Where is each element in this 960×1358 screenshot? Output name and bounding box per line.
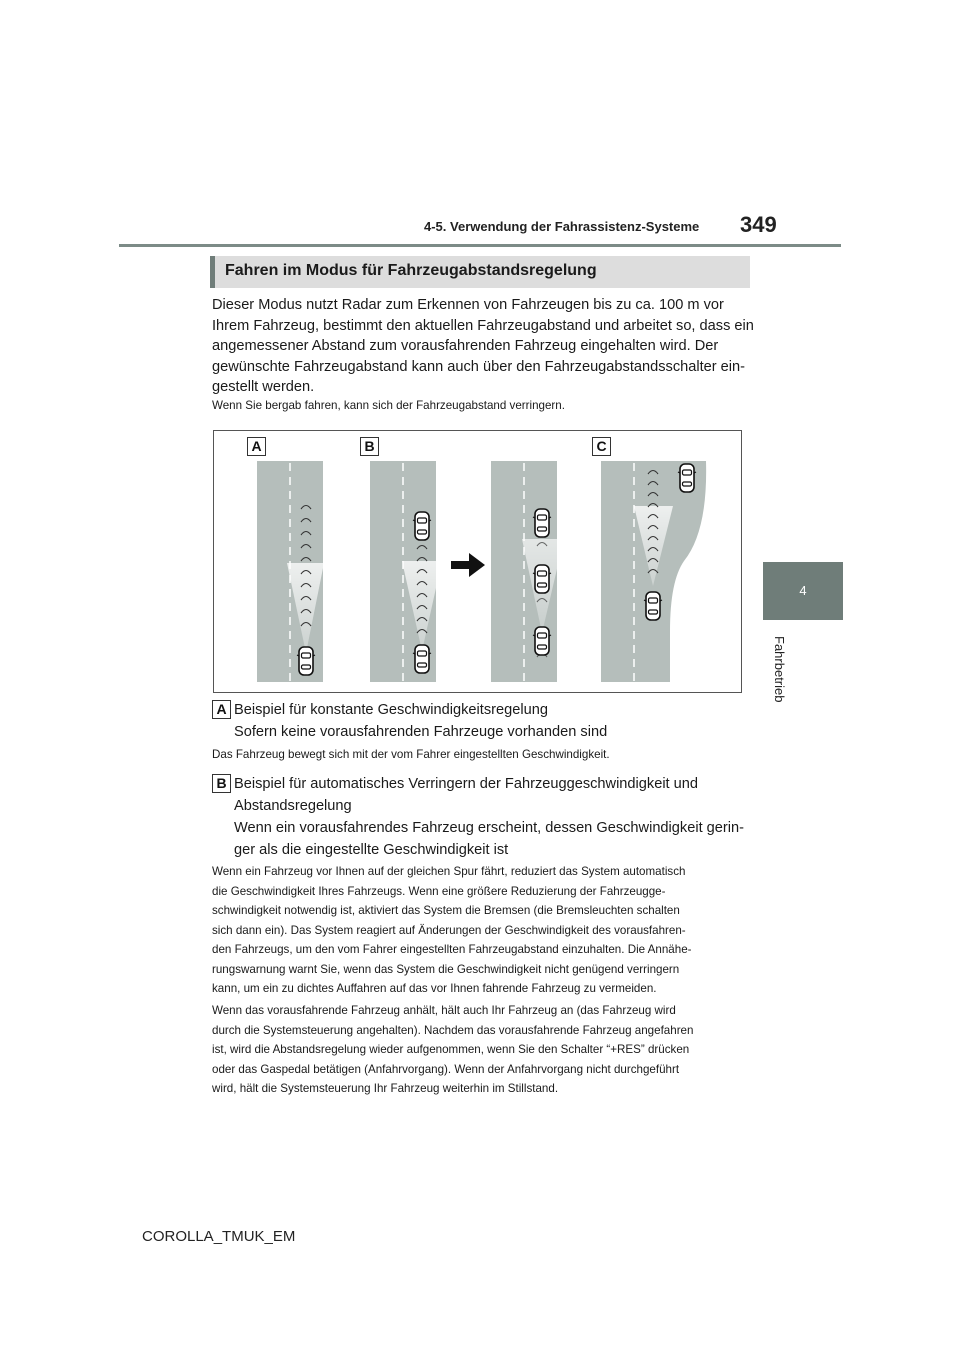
header-section-title: 4-5. Verwendung der Fahrassistenz-Systeme xyxy=(424,219,700,234)
section-title: Fahren im Modus für Fahrzeugabstandsregelung xyxy=(225,262,597,279)
header-divider xyxy=(119,244,841,247)
chapter-tab xyxy=(763,562,843,620)
acc-diagram-illustration xyxy=(214,431,741,692)
car-b1-own xyxy=(413,645,431,673)
intro-line: angemessener Abstand zum vorausfahrenden Fahrzeug eingehalten wird. Der xyxy=(212,338,719,354)
car-b2-middle xyxy=(533,565,551,593)
item-b-note-1 xyxy=(212,862,692,999)
diagram-label-b: B xyxy=(360,437,379,456)
transition-arrow xyxy=(451,553,485,577)
intro-line: Dieser Modus nutzt Radar zum Erkennen von Fahrzeugen bis zu ca. 100 m vor xyxy=(212,297,724,313)
item-b-text xyxy=(234,773,744,861)
note-line: Wenn das vorausfahrende Fahrzeug anhält, hält auch Ihr Fahrzeug an (das Fahrzeug wird xyxy=(212,1004,676,1017)
chapter-label xyxy=(772,636,813,726)
footer-model-code: COROLLA_TMUK_EM xyxy=(142,1228,296,1245)
diagram-label-c: C xyxy=(592,437,611,456)
item-b-line: Wenn ein vorausfahrendes Fahrzeug erscheint, dessen Geschwindigkeit gerin- xyxy=(234,820,744,836)
item-b-line: Beispiel für automatisches Verringern der Fahrzeuggeschwindigkeit und xyxy=(234,776,699,792)
chapter-label-text: Fahrbetrieb xyxy=(772,636,787,703)
item-a-line2: Sofern keine vorausfahrenden Fahrzeuge vorhanden sind xyxy=(234,724,608,740)
note-line: den Fahrzeugs, um den vom Fahrer eingestellten Fahrzeugabstand einzuhalten. Die Annähe- xyxy=(212,943,692,956)
note-line: sich dann ein). Das System reagiert auf Änderungen der Geschwindigkeit des vorausfahren- xyxy=(212,923,686,937)
item-b-note-2 xyxy=(212,1001,693,1099)
note-line: durch die Systemsteuerung angehalten). Nachdem das vorausfahrende Fahrzeug angefahren xyxy=(212,1023,694,1037)
item-b-line: Abstandsregelung xyxy=(234,798,352,814)
car-c-other xyxy=(678,464,696,492)
item-a-line1: Beispiel für konstante Geschwindigkeitsregelung xyxy=(234,702,548,718)
car-b2-lead xyxy=(533,509,551,537)
section-heading xyxy=(210,256,750,288)
note-line: Wenn ein Fahrzeug vor Ihnen auf der gleichen Spur fährt, reduziert das System automatisch xyxy=(212,865,686,878)
note-line: schwindigkeit notwendig ist, aktiviert das System die Bremsen (die Bremsleuchten schalten xyxy=(212,904,680,917)
diagram-label-a: A xyxy=(247,437,266,456)
note-line: wird, hält die Systemsteuerung Ihr Fahrzeug weiterhin im Stillstand. xyxy=(212,1082,559,1095)
intro-line: gewünschte Fahrzeugabstand kann auch über den Fahrzeugabstandsschalter ein- xyxy=(212,358,746,375)
section-heading-accent xyxy=(210,256,215,288)
car-a-own xyxy=(297,647,315,675)
acc-diagram xyxy=(213,430,742,693)
car-b2-own xyxy=(533,627,551,655)
note-line: rungswarnung warnt Sie, wenn das System die Geschwindigkeit nicht genügend verringern xyxy=(212,962,680,976)
intro-line: gestellt werden. xyxy=(212,379,315,395)
note-downhill: Wenn Sie bergab fahren, kann sich der Fahrzeugabstand verringern. xyxy=(212,399,565,412)
chapter-number: 4 xyxy=(799,583,807,598)
note-line: ist, wird die Abstandsregelung wieder aufgenommen, wenn Sie den Schalter “+RES” drücken xyxy=(212,1043,690,1056)
car-b1-lead xyxy=(413,512,431,540)
intro-line: Ihrem Fahrzeug, bestimmt den aktuellen Fahrzeugabstand und arbeitet so, dass ein xyxy=(212,317,754,334)
note-line: oder das Gaspedal betätigen (Anfahrvorgang). Wenn der Anfahrvorgang nicht durchgeführt xyxy=(212,1062,680,1076)
note-line: kann, um ein zu dichtes Auffahren auf das vor Ihnen fahrende Fahrzeug zu vermeiden. xyxy=(212,982,657,995)
page-number: 349 xyxy=(740,212,777,237)
item-a-note: Das Fahrzeug bewegt sich mit der vom Fahrer eingestellten Geschwindigkeit. xyxy=(212,748,610,761)
intro-paragraph xyxy=(212,295,752,398)
note-line: die Geschwindigkeit Ihres Fahrzeugs. Wenn eine größere Reduzierung der Fahrzeugge- xyxy=(212,884,666,898)
item-a-label: A xyxy=(212,700,231,719)
car-c-own xyxy=(644,592,662,620)
item-b-line: ger als die eingestellte Geschwindigkeit ist xyxy=(234,842,509,858)
item-b-label: B xyxy=(212,774,231,793)
